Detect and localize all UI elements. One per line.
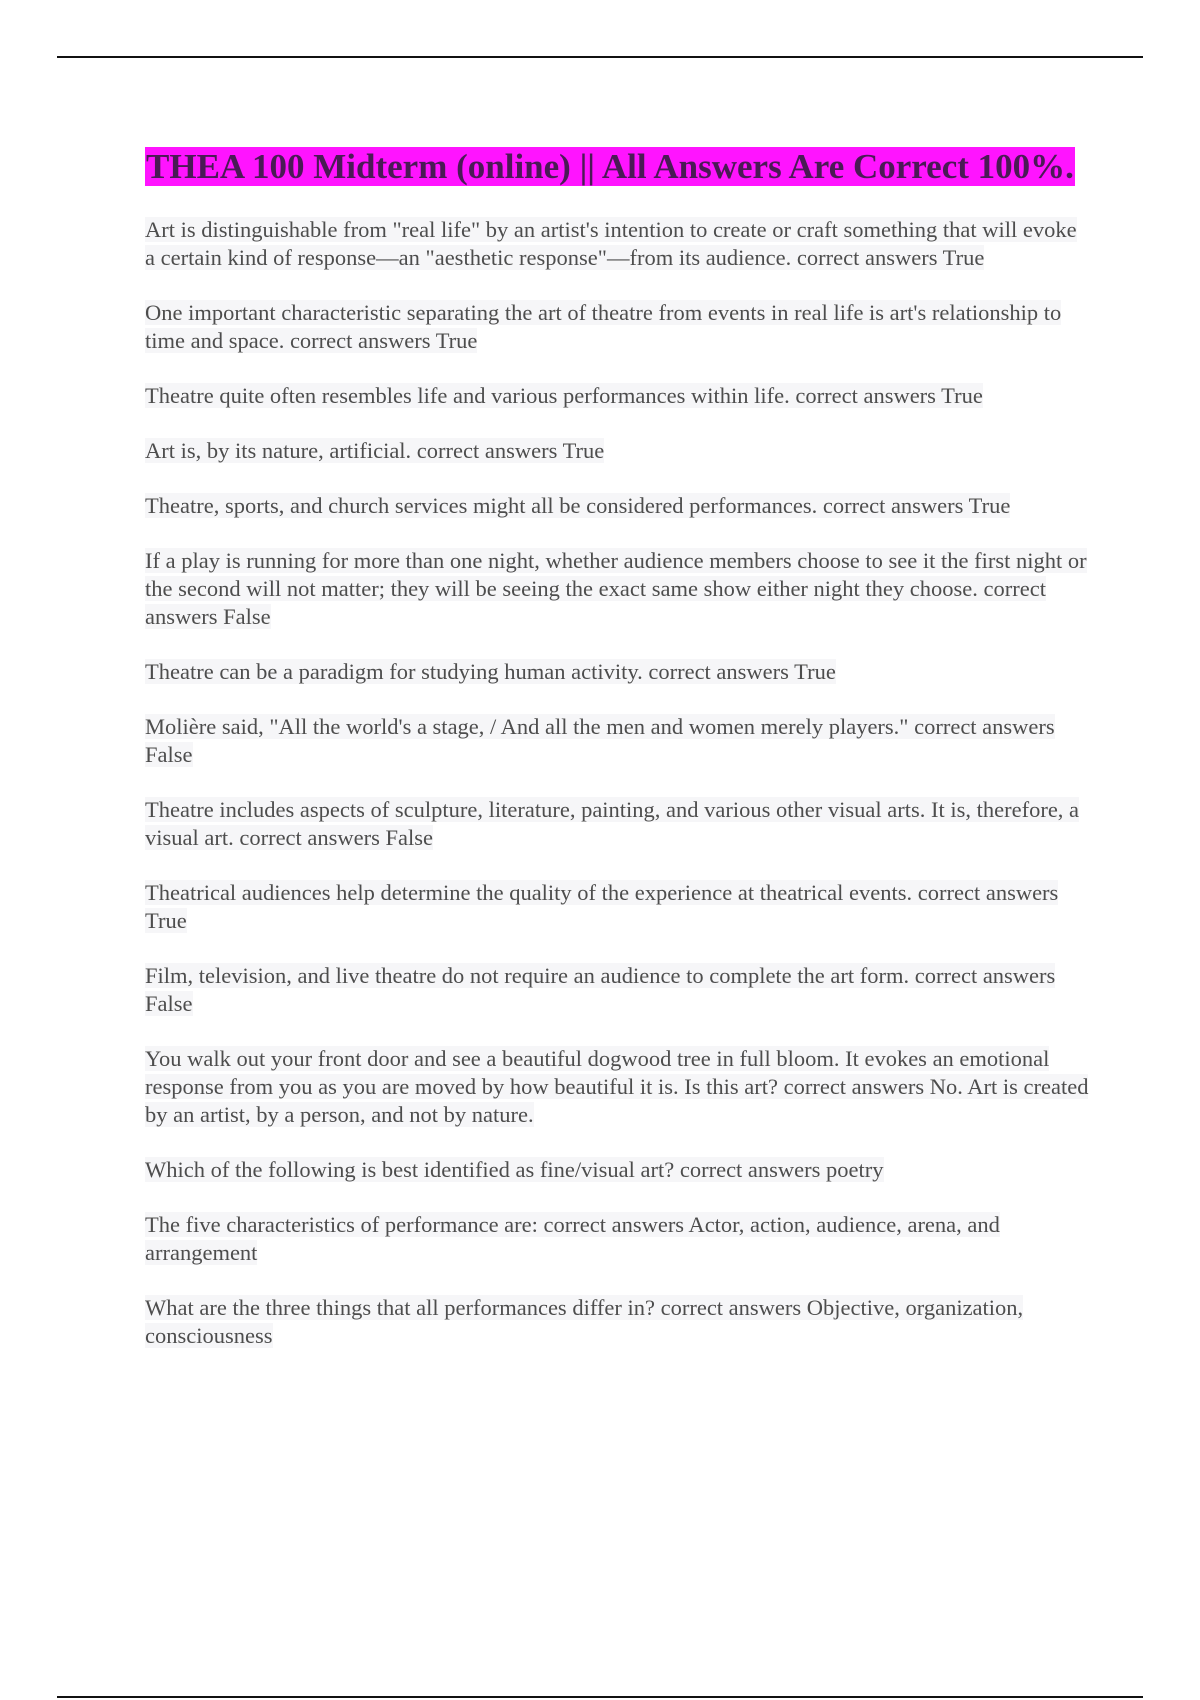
document-title — [145, 145, 1090, 188]
qa-text: What are the three things that all performances differ in? correct answers Objective, organization, consciousness — [145, 1295, 1024, 1348]
qa-item-14 — [145, 1211, 1090, 1267]
footer-rule — [57, 1696, 1143, 1698]
qa-item-8 — [145, 713, 1090, 769]
qa-text: Theatre quite often resembles life and various performances within life. correct answers True — [145, 383, 983, 408]
qa-text: Theatre, sports, and church services might all be considered performances. correct answers True — [145, 493, 1011, 518]
qa-item-12 — [145, 1045, 1090, 1129]
qa-item-7 — [145, 658, 1090, 686]
qa-item-1 — [145, 216, 1090, 272]
qa-item-3 — [145, 382, 1090, 410]
header-rule — [57, 56, 1143, 58]
document-body — [145, 145, 1090, 1377]
qa-text: You walk out your front door and see a beautiful dogwood tree in full bloom. It evokes an emotional response from you as you are moved by how beautiful it is. Is this art? correct answers No. Art is created by an artist, by a person, and not by nature. — [145, 1046, 1089, 1127]
qa-text: The five characteristics of performance are: correct answers Actor, action, audience, arena, and arrangement — [145, 1212, 1000, 1265]
qa-item-6 — [145, 547, 1090, 631]
qa-text: Theatrical audiences help determine the quality of the experience at theatrical events. correct answers True — [145, 880, 1059, 933]
qa-text: Molière said, "All the world's a stage, / And all the men and women merely players." correct answers False — [145, 714, 1055, 767]
qa-text: Art is, by its nature, artificial. correct answers True — [145, 438, 605, 463]
qa-item-15 — [145, 1294, 1090, 1350]
qa-text: If a play is running for more than one night, whether audience members choose to see it the first night or the second will not matter; they will be seeing the exact same show either night they choose. correct answers False — [145, 548, 1087, 629]
qa-item-9 — [145, 796, 1090, 852]
qa-item-13 — [145, 1156, 1090, 1184]
qa-item-11 — [145, 962, 1090, 1018]
qa-text: Theatre can be a paradigm for studying human activity. correct answers True — [145, 659, 836, 684]
qa-text: One important characteristic separating the art of theatre from events in real life is art's relationship to time and space. correct answers True — [145, 300, 1062, 353]
qa-text: Which of the following is best identified as fine/visual art? correct answers poetry — [145, 1157, 884, 1182]
qa-item-4 — [145, 437, 1090, 465]
qa-text: Film, television, and live theatre do not require an audience to complete the art form. correct answers False — [145, 963, 1056, 1016]
qa-item-2 — [145, 299, 1090, 355]
document-title-text: THEA 100 Midterm (online) || All Answers Are Correct 100%. — [146, 147, 1074, 186]
qa-item-5 — [145, 492, 1090, 520]
qa-text: Theatre includes aspects of sculpture, literature, painting, and various other visual arts. It is, therefore, a visual art. correct answers False — [145, 797, 1080, 850]
qa-text: Art is distinguishable from "real life" by an artist's intention to create or craft something that will evoke a certain kind of response—an "aesthetic response"—from its audience. correct answers True — [145, 217, 1077, 270]
qa-item-10 — [145, 879, 1090, 935]
